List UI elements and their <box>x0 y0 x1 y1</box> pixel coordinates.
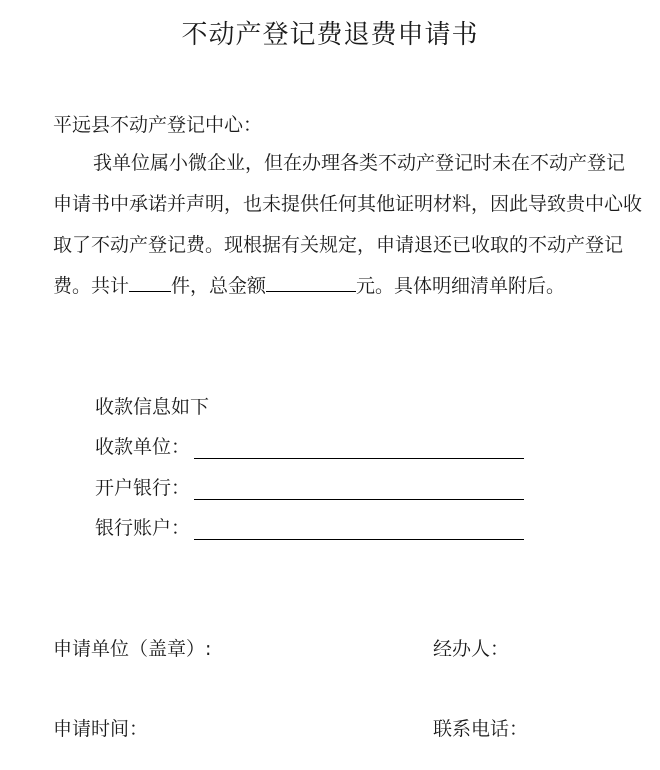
payee-row <box>95 432 524 459</box>
bank-field[interactable] <box>194 479 524 500</box>
payee-label: 收款单位： <box>95 436 191 458</box>
paragraph-part-1: 我单位属小微企业，但在办理各类不动产登记时未在不动产登记申请书中承诺并声明，也未提供任何其他证明材料，因此导致贵中心收取了不动产登记费。现根据有关规定，申请退还已收取的不动产登记费。共计 <box>53 152 643 297</box>
paragraph-part-2: 件，总金额 <box>171 275 267 297</box>
account-row <box>95 513 524 540</box>
payment-info-heading: 收款信息如下 <box>95 396 210 418</box>
phone-label: 联系电话： <box>433 718 529 740</box>
bank-row <box>95 473 524 500</box>
count-blank[interactable] <box>129 273 171 292</box>
account-field[interactable] <box>194 519 524 540</box>
account-label: 银行账户： <box>95 517 191 539</box>
date-label: 申请时间： <box>53 718 149 740</box>
payee-field[interactable] <box>194 438 524 459</box>
applicant-label: 申请单位（盖章）: <box>53 638 212 660</box>
handler-label: 经办人： <box>433 638 510 660</box>
amount-blank[interactable] <box>266 273 356 292</box>
body-paragraph <box>53 143 643 307</box>
addressee: 平远县不动产登记中心： <box>53 114 263 136</box>
paragraph-part-3: 元。具体明细清单附后。 <box>356 275 566 297</box>
document-title: 不动产登记费退费申请书 <box>181 20 479 50</box>
bank-label: 开户银行： <box>95 477 191 499</box>
